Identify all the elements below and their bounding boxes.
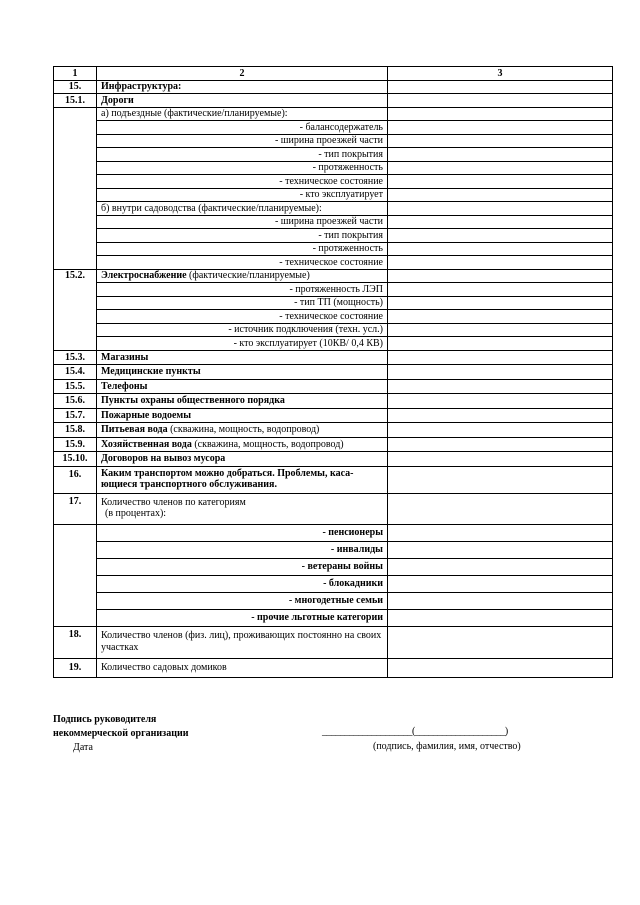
members-item: - ветераны войны xyxy=(97,558,388,575)
answer-cell[interactable] xyxy=(388,365,613,380)
answer-cell[interactable] xyxy=(388,269,613,283)
signature-label-line1: Подпись руководителя xyxy=(53,714,157,725)
answer-cell[interactable] xyxy=(388,592,613,609)
row-title-bold: Хозяйственная вода xyxy=(101,438,192,450)
answer-cell[interactable] xyxy=(388,575,613,592)
row-15-9 xyxy=(54,437,613,452)
answer-cell[interactable] xyxy=(388,609,613,626)
answer-cell[interactable] xyxy=(388,148,613,162)
answer-cell[interactable] xyxy=(388,134,613,148)
roads-access-item: - кто эксплуатирует xyxy=(97,188,388,202)
row-15-6 xyxy=(54,394,613,409)
answer-cell[interactable] xyxy=(388,175,613,189)
answer-cell[interactable] xyxy=(388,161,613,175)
row-subtitle: (в процентах): xyxy=(105,508,167,519)
answer-cell[interactable] xyxy=(388,626,613,658)
answer-cell[interactable] xyxy=(388,188,613,202)
members-item: - прочие льготные категории xyxy=(97,609,388,626)
roads-inner-item: - протяженность xyxy=(97,242,388,256)
row-title: Магазины xyxy=(97,350,388,365)
roads-access-label: а) подъездные (фактические/планируемые): xyxy=(97,107,388,121)
row-title-bold: Электроснабжение xyxy=(101,270,187,282)
answer-cell[interactable] xyxy=(388,121,613,135)
answer-cell[interactable] xyxy=(388,379,613,394)
answer-cell[interactable] xyxy=(388,310,613,324)
row-title-text: Количество членов по категориям xyxy=(101,496,246,508)
row-num: 18. xyxy=(54,626,97,658)
answer-cell[interactable] xyxy=(388,215,613,229)
row-15-8 xyxy=(54,423,613,438)
row-15-4 xyxy=(54,365,613,380)
answer-cell[interactable] xyxy=(388,296,613,310)
row-16 xyxy=(54,466,613,493)
row-title xyxy=(97,437,388,452)
roads-inner-item: - ширина проезжей части xyxy=(97,215,388,229)
answer-cell[interactable] xyxy=(388,558,613,575)
answer-cell[interactable] xyxy=(388,229,613,243)
row-title: Договоров на вывоз мусора xyxy=(97,452,388,467)
row-17 xyxy=(54,493,613,524)
answer-cell[interactable] xyxy=(388,466,613,493)
row-18 xyxy=(54,626,613,658)
row-title xyxy=(97,269,388,283)
questionnaire-table xyxy=(53,66,613,678)
row-title xyxy=(97,493,388,524)
col-header-1: 1 xyxy=(54,67,97,81)
members-item: - инвалиды xyxy=(97,541,388,558)
power-item: - кто эксплуатирует (10КВ/ 0,4 КВ) xyxy=(97,337,388,351)
roads-access-item: - балансодержатель xyxy=(97,121,388,135)
answer-cell[interactable] xyxy=(388,350,613,365)
signature-blank[interactable]: ____________________(____________________) xyxy=(322,726,508,737)
row-num-empty xyxy=(54,107,97,269)
row-19 xyxy=(54,658,613,677)
row-num: 16. xyxy=(54,466,97,493)
row-num: 15.10. xyxy=(54,452,97,467)
row-15 xyxy=(54,80,613,94)
members-item: - пенсионеры xyxy=(97,524,388,541)
row-num: 15.2. xyxy=(54,269,97,350)
answer-cell[interactable] xyxy=(388,80,613,94)
row-num: 15.9. xyxy=(54,437,97,452)
power-item: - тип ТП (мощность) xyxy=(97,296,388,310)
members-item: - блокадники xyxy=(97,575,388,592)
answer-cell[interactable] xyxy=(388,408,613,423)
row-title: Телефоны xyxy=(97,379,388,394)
roads-access-item: - тип покрытия xyxy=(97,148,388,162)
row-title: Количество садовых домиков xyxy=(97,658,388,677)
row-title-bold: Питьевая вода xyxy=(101,424,168,436)
row-num: 17. xyxy=(54,493,97,524)
row-title: Дороги xyxy=(97,94,388,108)
answer-cell[interactable] xyxy=(388,107,613,121)
answer-cell[interactable] xyxy=(388,283,613,297)
row-num: 15.6. xyxy=(54,394,97,409)
row-num: 15.7. xyxy=(54,408,97,423)
answer-cell[interactable] xyxy=(388,242,613,256)
row-title-suffix: (фактические/планируемые) xyxy=(186,270,310,282)
row-title: Медицинские пункты xyxy=(97,365,388,380)
roads-access-item: - протяженность xyxy=(97,161,388,175)
row-15-10 xyxy=(54,452,613,467)
col-header-2: 2 xyxy=(97,67,388,81)
answer-cell[interactable] xyxy=(388,541,613,558)
answer-cell[interactable] xyxy=(388,452,613,467)
col-header-3: 3 xyxy=(388,67,613,81)
date-label: Дата xyxy=(73,742,93,753)
power-item: - источник подключения (техн. усл.) xyxy=(97,323,388,337)
row-title: Пункты охраны общественного порядка xyxy=(97,394,388,409)
power-item: - протяженность ЛЭП xyxy=(97,283,388,297)
row-num: 15.4. xyxy=(54,365,97,380)
row-num: 19. xyxy=(54,658,97,677)
answer-cell[interactable] xyxy=(388,437,613,452)
answer-cell[interactable] xyxy=(388,658,613,677)
answer-cell[interactable] xyxy=(388,493,613,524)
roads-access-item: - ширина проезжей части xyxy=(97,134,388,148)
row-15-1 xyxy=(54,94,613,108)
answer-cell[interactable] xyxy=(388,323,613,337)
row-num-empty xyxy=(54,524,97,626)
row-15-3 xyxy=(54,350,613,365)
roads-inner-item: - техническое состояние xyxy=(97,256,388,270)
answer-cell[interactable] xyxy=(388,524,613,541)
row-num: 15. xyxy=(54,80,97,94)
answer-cell[interactable] xyxy=(388,423,613,438)
row-num: 15.3. xyxy=(54,350,97,365)
members-item: - многодетные семьи xyxy=(97,592,388,609)
roads-inner-label: б) внутри садоводства (фактические/планируемые): xyxy=(97,202,388,216)
row-title: Пожарные водоемы xyxy=(97,408,388,423)
row-title xyxy=(97,423,388,438)
header-row xyxy=(54,67,613,81)
row-title: Инфраструктура: xyxy=(97,80,388,94)
row-15-2 xyxy=(54,269,613,283)
row-num: 15.5. xyxy=(54,379,97,394)
answer-cell[interactable] xyxy=(388,337,613,351)
power-item: - техническое состояние xyxy=(97,310,388,324)
row-title-suffix: (скважина, мощность, водопровод) xyxy=(167,424,320,436)
roads-inner-label-row xyxy=(54,202,613,216)
signature-caption: (подпись, фамилия, имя, отчество) xyxy=(373,741,521,752)
roads-access-item: - техническое состояние xyxy=(97,175,388,189)
row-15-7 xyxy=(54,408,613,423)
answer-cell[interactable] xyxy=(388,202,613,216)
answer-cell[interactable] xyxy=(388,256,613,270)
row-num: 15.8. xyxy=(54,423,97,438)
row-num: 15.1. xyxy=(54,94,97,108)
row-title: Каким транспортом можно добраться. Проблемы, каса-ющиеся транспортного обслуживания. xyxy=(97,466,388,493)
answer-cell[interactable] xyxy=(388,394,613,409)
roads-access-label-row xyxy=(54,107,613,121)
row-15-5 xyxy=(54,379,613,394)
roads-inner-item: - тип покрытия xyxy=(97,229,388,243)
row-title: Количество членов (физ. лиц), проживающих постоянно на своих участках xyxy=(97,626,388,658)
row-title-suffix: (скважина, мощность, водопровод) xyxy=(191,438,344,450)
answer-cell[interactable] xyxy=(388,94,613,108)
signature-label-line2: некоммерческой организации xyxy=(53,728,189,739)
